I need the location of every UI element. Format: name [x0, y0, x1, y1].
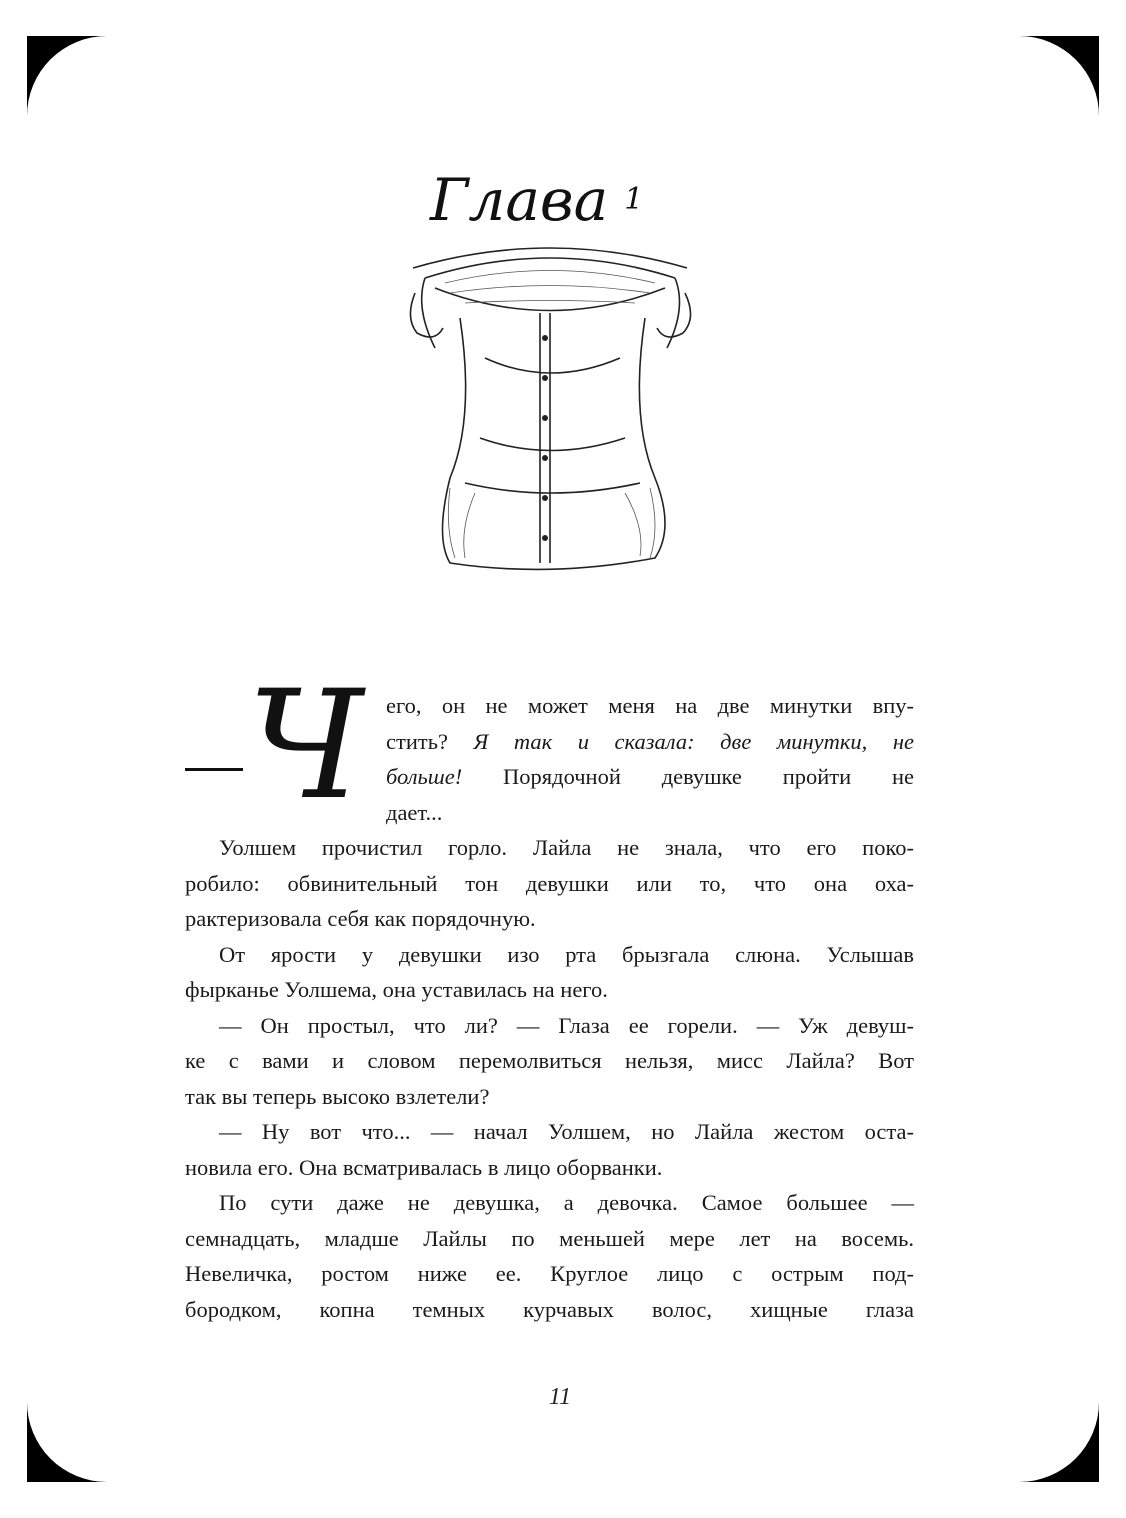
body-line: фырканье Уолшема, она уставилась на него. — [185, 977, 608, 1002]
opening-line-2-italic: Я так и сказала: две минутки, не — [473, 728, 914, 754]
body-line: рактеризовала себя как порядочную. — [185, 906, 536, 931]
body-line: робило: обвинительный тон девушки или то, что она оха- — [185, 870, 914, 896]
body-line: — Он простыл, что ли? — Глаза ее горели. — Уж девуш- — [219, 1012, 914, 1038]
body-line: бородком, копна темных курчавых волос, хищные глаза — [185, 1296, 914, 1322]
body-line: — Ну вот что... — начал Уолшем, но Лайла жестом оста- — [219, 1119, 914, 1144]
chapter-number: 1 — [624, 182, 644, 217]
body-line: семнадцать, младше Лайлы по меньшей мере лет на восемь. — [185, 1225, 914, 1251]
body-line: новила его. Она всматривалась в лицо оборванки. — [185, 1154, 663, 1180]
body-line: так вы теперь высоко взлетели? — [185, 1083, 490, 1109]
body-line: Уолшем прочистил горло. Лайла не знала, что его поко- — [219, 835, 914, 860]
opening-line-3-italic: больше! — [386, 764, 463, 789]
body-line: ке с вами и словом перемолвиться нельзя, мисс Лайла? Вот — [185, 1048, 914, 1073]
body-line: Невеличка, ростом ниже ее. Круглое лицо с острым под- — [185, 1261, 914, 1286]
opening-paragraph — [386, 688, 914, 830]
body-line: От ярости у девушки изо рта брызгала слюна. Услышав — [219, 941, 914, 967]
page-number: 11 — [548, 1384, 572, 1410]
drop-cap — [185, 659, 385, 833]
opening-line-4: дает... — [386, 799, 443, 825]
body-text — [185, 830, 914, 1327]
chapter-heading — [430, 150, 690, 250]
opening-line-2 — [386, 724, 914, 760]
drop-cap-letter: Ч — [247, 659, 363, 833]
opening-line-1: его, он не может меня на две минутки впу- — [386, 693, 914, 718]
chapter-title: Глава — [430, 166, 609, 234]
opening-line-3 — [386, 759, 914, 795]
body-line: По сути даже не девушка, а девочка. Самое большее — — [219, 1190, 914, 1215]
corset-blouse-illustration — [405, 238, 695, 573]
opening-line-2-text: стить? — [386, 728, 474, 754]
opening-line-3-text: Порядочной девушке пройти не — [503, 764, 914, 789]
dash-line — [185, 768, 243, 771]
